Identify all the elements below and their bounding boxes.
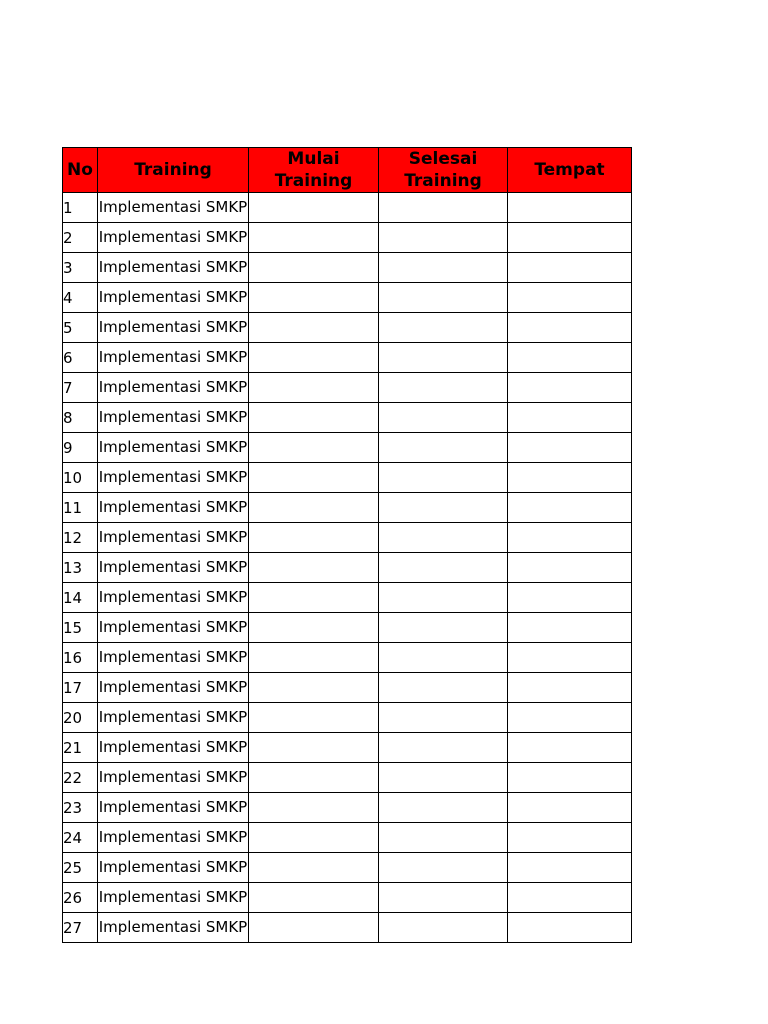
row-number-cell: 8 — [63, 403, 98, 433]
table-row — [63, 553, 632, 583]
row-number-cell: 26 — [63, 883, 98, 913]
location-cell[interactable] — [508, 553, 632, 583]
end-date-cell[interactable] — [379, 253, 508, 283]
table-row — [63, 673, 632, 703]
end-date-cell[interactable] — [379, 703, 508, 733]
row-number-cell: 9 — [63, 433, 98, 463]
start-date-cell[interactable] — [249, 283, 379, 313]
training-name-cell: Implementasi SMKP — [98, 913, 249, 943]
end-date-cell[interactable] — [379, 643, 508, 673]
start-date-cell[interactable] — [249, 583, 379, 613]
header-selesai-training-label: Selesai Training — [404, 149, 482, 191]
location-cell[interactable] — [508, 433, 632, 463]
table-row — [63, 373, 632, 403]
header-selesai-training — [379, 148, 508, 193]
header-no: No — [63, 148, 98, 193]
location-cell[interactable] — [508, 613, 632, 643]
row-number-cell: 16 — [63, 643, 98, 673]
training-name-cell: Implementasi SMKP — [98, 583, 249, 613]
row-number-cell: 22 — [63, 763, 98, 793]
training-name-cell: Implementasi SMKP — [98, 313, 249, 343]
location-cell[interactable] — [508, 583, 632, 613]
header-mulai-training-label: Mulai Training — [274, 149, 353, 191]
start-date-cell[interactable] — [249, 853, 379, 883]
table-row — [63, 253, 632, 283]
table-row — [63, 463, 632, 493]
start-date-cell[interactable] — [249, 253, 379, 283]
location-cell[interactable] — [508, 223, 632, 253]
row-number-cell: 11 — [63, 493, 98, 523]
end-date-cell[interactable] — [379, 463, 508, 493]
start-date-cell[interactable] — [249, 913, 379, 943]
location-cell[interactable] — [508, 253, 632, 283]
training-name-cell: Implementasi SMKP — [98, 823, 249, 853]
table-row — [63, 343, 632, 373]
start-date-cell[interactable] — [249, 703, 379, 733]
training-name-cell: Implementasi SMKP — [98, 733, 249, 763]
training-name-cell: Implementasi SMKP — [98, 643, 249, 673]
end-date-cell[interactable] — [379, 733, 508, 763]
table-row — [63, 283, 632, 313]
table-row — [63, 703, 632, 733]
location-cell[interactable] — [508, 493, 632, 523]
location-cell[interactable] — [508, 373, 632, 403]
location-cell[interactable] — [508, 763, 632, 793]
training-name-cell: Implementasi SMKP — [98, 373, 249, 403]
table-row — [63, 433, 632, 463]
start-date-cell[interactable] — [249, 523, 379, 553]
end-date-cell[interactable] — [379, 913, 508, 943]
end-date-cell[interactable] — [379, 673, 508, 703]
start-date-cell[interactable] — [249, 313, 379, 343]
end-date-cell[interactable] — [379, 343, 508, 373]
start-date-cell[interactable] — [249, 733, 379, 763]
table-row — [63, 913, 632, 943]
header-mulai-training — [249, 148, 379, 193]
end-date-cell[interactable] — [379, 883, 508, 913]
end-date-cell[interactable] — [379, 853, 508, 883]
table-row — [63, 883, 632, 913]
row-number-cell: 4 — [63, 283, 98, 313]
start-date-cell[interactable] — [249, 463, 379, 493]
location-cell[interactable] — [508, 913, 632, 943]
location-cell[interactable] — [508, 793, 632, 823]
table-row — [63, 823, 632, 853]
training-name-cell: Implementasi SMKP — [98, 793, 249, 823]
table-row — [63, 853, 632, 883]
row-number-cell: 13 — [63, 553, 98, 583]
row-number-cell: 5 — [63, 313, 98, 343]
row-number-cell: 14 — [63, 583, 98, 613]
start-date-cell[interactable] — [249, 613, 379, 643]
training-name-cell: Implementasi SMKP — [98, 523, 249, 553]
end-date-cell[interactable] — [379, 763, 508, 793]
location-cell[interactable] — [508, 313, 632, 343]
table-body — [63, 193, 632, 943]
end-date-cell[interactable] — [379, 583, 508, 613]
training-name-cell: Implementasi SMKP — [98, 613, 249, 643]
end-date-cell[interactable] — [379, 523, 508, 553]
training-name-cell: Implementasi SMKP — [98, 703, 249, 733]
training-name-cell: Implementasi SMKP — [98, 883, 249, 913]
row-number-cell: 23 — [63, 793, 98, 823]
training-name-cell: Implementasi SMKP — [98, 223, 249, 253]
location-cell[interactable] — [508, 883, 632, 913]
row-number-cell: 24 — [63, 823, 98, 853]
location-cell[interactable] — [508, 343, 632, 373]
start-date-cell[interactable] — [249, 673, 379, 703]
location-cell[interactable] — [508, 703, 632, 733]
training-name-cell: Implementasi SMKP — [98, 433, 249, 463]
header-row — [63, 148, 632, 193]
start-date-cell[interactable] — [249, 883, 379, 913]
start-date-cell[interactable] — [249, 793, 379, 823]
end-date-cell[interactable] — [379, 433, 508, 463]
start-date-cell[interactable] — [249, 643, 379, 673]
location-cell[interactable] — [508, 643, 632, 673]
row-number-cell: 15 — [63, 613, 98, 643]
training-name-cell: Implementasi SMKP — [98, 283, 249, 313]
row-number-cell: 21 — [63, 733, 98, 763]
row-number-cell: 17 — [63, 673, 98, 703]
table-row — [63, 193, 632, 223]
start-date-cell[interactable] — [249, 403, 379, 433]
location-cell[interactable] — [508, 823, 632, 853]
end-date-cell[interactable] — [379, 373, 508, 403]
start-date-cell[interactable] — [249, 433, 379, 463]
start-date-cell[interactable] — [249, 553, 379, 583]
row-number-cell: 25 — [63, 853, 98, 883]
training-name-cell: Implementasi SMKP — [98, 853, 249, 883]
end-date-cell[interactable] — [379, 793, 508, 823]
end-date-cell[interactable] — [379, 493, 508, 523]
row-number-cell: 7 — [63, 373, 98, 403]
location-cell[interactable] — [508, 463, 632, 493]
end-date-cell[interactable] — [379, 613, 508, 643]
training-table — [62, 147, 632, 943]
header-training: Training — [98, 148, 249, 193]
start-date-cell[interactable] — [249, 343, 379, 373]
training-name-cell: Implementasi SMKP — [98, 343, 249, 373]
end-date-cell[interactable] — [379, 823, 508, 853]
row-number-cell: 20 — [63, 703, 98, 733]
row-number-cell: 12 — [63, 523, 98, 553]
training-name-cell: Implementasi SMKP — [98, 193, 249, 223]
end-date-cell[interactable] — [379, 193, 508, 223]
row-number-cell: 6 — [63, 343, 98, 373]
table-row — [63, 643, 632, 673]
table-row — [63, 733, 632, 763]
location-cell[interactable] — [508, 283, 632, 313]
location-cell[interactable] — [508, 193, 632, 223]
end-date-cell[interactable] — [379, 553, 508, 583]
end-date-cell[interactable] — [379, 313, 508, 343]
training-name-cell: Implementasi SMKP — [98, 253, 249, 283]
start-date-cell[interactable] — [249, 193, 379, 223]
training-name-cell: Implementasi SMKP — [98, 763, 249, 793]
table-row — [63, 223, 632, 253]
table-row — [63, 763, 632, 793]
location-cell[interactable] — [508, 523, 632, 553]
training-name-cell: Implementasi SMKP — [98, 553, 249, 583]
table-row — [63, 493, 632, 523]
end-date-cell[interactable] — [379, 403, 508, 433]
training-name-cell: Implementasi SMKP — [98, 463, 249, 493]
table-row — [63, 793, 632, 823]
start-date-cell[interactable] — [249, 823, 379, 853]
header-tempat: Tempat — [508, 148, 632, 193]
location-cell[interactable] — [508, 853, 632, 883]
training-name-cell: Implementasi SMKP — [98, 403, 249, 433]
table-row — [63, 313, 632, 343]
row-number-cell: 1 — [63, 193, 98, 223]
table-row — [63, 613, 632, 643]
table-row — [63, 523, 632, 553]
row-number-cell: 10 — [63, 463, 98, 493]
start-date-cell[interactable] — [249, 763, 379, 793]
location-cell[interactable] — [508, 403, 632, 433]
end-date-cell[interactable] — [379, 283, 508, 313]
row-number-cell: 3 — [63, 253, 98, 283]
end-date-cell[interactable] — [379, 223, 508, 253]
row-number-cell: 2 — [63, 223, 98, 253]
location-cell[interactable] — [508, 673, 632, 703]
start-date-cell[interactable] — [249, 373, 379, 403]
table-row — [63, 583, 632, 613]
row-number-cell: 27 — [63, 913, 98, 943]
training-name-cell: Implementasi SMKP — [98, 673, 249, 703]
start-date-cell[interactable] — [249, 223, 379, 253]
training-name-cell: Implementasi SMKP — [98, 493, 249, 523]
location-cell[interactable] — [508, 733, 632, 763]
table-row — [63, 403, 632, 433]
start-date-cell[interactable] — [249, 493, 379, 523]
